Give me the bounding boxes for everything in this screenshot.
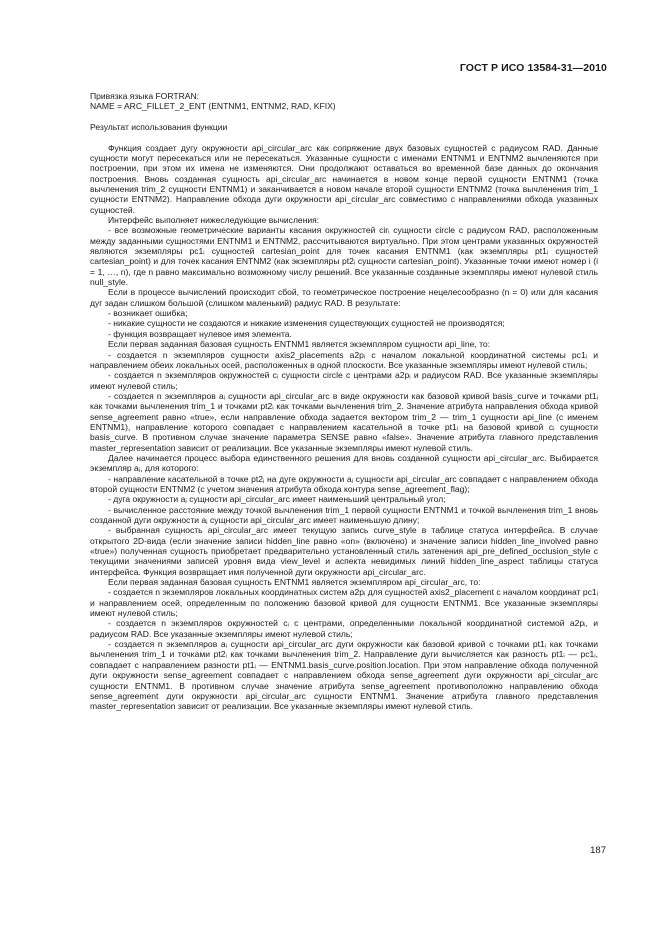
- page-number: 187: [590, 845, 606, 856]
- paragraph: Если в процессе вычислений происходит сбой, то геометрическое построение нецелесообразно (n = 0) или для касания дуг задан слишком большой (слишком маленький) радиус RAD. В результате:: [90, 287, 598, 308]
- paragraph: - направление касательной в точке pt2ⱼ на дуге окружности aⱼ сущности api_circular_arc совпадает с направлением обхода второй сущности ENTNM2 (с учетом значения атрибута обхода контура sense_agreement_flag);: [90, 473, 598, 494]
- paragraph: - вычисленное расстояние между точкой вычленения trim_1 первой сущности ENTNM1 и точкой вычленения trim_1 вновь созданной дуги окружности aⱼ сущности api_circular_arc имеет наименьшую длину;: [90, 504, 598, 525]
- binding-title: Привязка языка FORTRAN:: [90, 91, 199, 101]
- paragraph: - создается n экземпляров aᵢ сущности api_circular_arc дуги окружности как базовой кривой с точками pt1ᵢ как точками вычленения trim_1 и точками pt2ᵢ как точками вычленения trim_2. Направление дуги вычисляется как разность pt1ᵢ — pc1ᵢ, совпадает с направлением разности pt1ᵢ — ENTNM1.basis_curve.position.location. При этом направление обхода полученной дуги окружности sense_agreement совпадает с направлением обхода sense_agreement дуги окружности api_circular_arc сущности ENTNM1. В противном случае значение атрибута sense_agreement противоположно направлению обхода sense_agreement дуги окружности api_circular_arc сущности ENTNM1. Значение атрибута главного представления master_representation зависит от реализации. Все указанные экземпляры имеют нулевой стиль.: [90, 639, 598, 712]
- paragraph: - все возможные геометрические варианты касания окружностей cirᵢ сущности circle с радиусом RAD, расположенным между заданными сущностями ENTNM1 и ENTNM2, рассчитываются виртуально. При этом центрами указанных окружностей являются экземпляры pc1ᵢ сущностей cartesian_point для точек касания ENTNM1 (как экземпляры pt1ᵢ сущностей cartesian_point) и для точек касания ENTNM2 (как экземпляры pt2ᵢ сущности cartesian_point). Указанные точки имеют номер i (i = 1, …, n), где n равно максимально возможному числу решений. Все указанные созданные экземпляры имеют нулевой стиль null_style.: [90, 225, 598, 288]
- paragraph: Если первая заданная базовая сущность ENTNM1 является экземпляром сущности api_line, то:: [108, 339, 491, 350]
- result-title: Результат использования функции: [90, 121, 228, 132]
- paragraph: Далее начинается процесс выбора единственного решения для вновь созданной сущности api_circular_arc. Выбирается экземпляр aⱼ, для которого:: [90, 452, 598, 474]
- paragraph: - создается n экземпляров aᵢ сущности api_circular_arc в виде окружности как базовой кривой basis_curve и точками pt1ᵢ как точками вычленения trim_1 и точками pt2ᵢ как точками вычленения trim_2. Значение атрибута направления обхода кривой sense_agreement равно «true», если направление обхода задается вектором trim_2 — trim_1 сущности api_line (с именем ENTNM1), направление которого совпадает с направлением касательной в точке pt1ᵢ на базовой кривой cᵢ сущности basis_curve. В противном случае значение параметра SENSE равно «false». Значение атрибута главного представления master_representation зависит от реализации. Все указанные экземпляры имеют нулевой стиль.: [90, 390, 598, 453]
- paragraph: - функция возвращает нулевое имя элемента.: [108, 328, 292, 339]
- standard-header: ГОСТ Р ИСО 13584-31—2010: [459, 62, 607, 74]
- paragraph: - создается n экземпляров локальных координатных систем a2pᵢ для сущностей axis2_placement с началом координат pc1ᵢ и направлением осей, определенным по положению базовой кривой для сущности ENTNM1. Все указанные экземпляры имеют нулевой стиль;: [90, 587, 598, 619]
- binding-signature: NAME = ARC_FILLET_2_ENT (ENTNM1, ENTNM2, RAD, KFIX): [90, 101, 336, 112]
- paragraph: - создается n экземпляров окружностей cᵢ с центрами, определенными локальной координатной системой a2pᵢ, и радиусом RAD. Все указанные экземпляры имеют нулевой стиль;: [90, 618, 598, 639]
- paragraph: - никакие сущности не создаются и никакие изменения существующих сущностей не производятся;: [108, 318, 505, 329]
- paragraph: - возникает ошибка;: [108, 308, 188, 319]
- paragraph: Функция создает дугу окружности api_circular_arc как сопряжение двух базовых сущностей с радиусом RAD. Данные сущности могут пересекаться или не пересекаться. Указанные сущности с именами ENTNM1 и ENTNM2 вычленяются при построении, при этом их имена не изменяются. Они продолжают оставаться во временной базе данных до окончания построения. Вновь созданная сущность api_circular_arc начинается в новом конце первой сущности ENTNM1 (точка вычленения trim_2 сущности ENTNM1) и заканчивается в новом начале второй сущности ENTNM2 (точка вычленения trim_1 сущности ENTNM2). Направление обхода дуги окружности api_circular_arc совместимо с направлениями обхода указанных сущностей.: [90, 142, 598, 215]
- paragraph: Если первая заданная базовая сущность ENTNM1 является экземпляром api_circular_arc, то:: [108, 577, 481, 588]
- paragraph: - создается n экземпляров окружностей cᵢ сущности circle с центрами a2pᵢ и радиусом RAD. Все указанные экземпляры имеют нулевой стиль;: [90, 370, 598, 391]
- paragraph: - выбранная сущность api_circular_arc имеет текущую запись curve_style в таблице статуса интерфейса. В случае открытого 2D-вида (если значение записи hidden_line равно «on» (включено) и значение записи hidden_line_involved равно «true») полученная сущность приобретает предварительно установленный стиль затенения api_pre_defined_occlusion_style с текущими значениями записей уровня вида view_level и аспекта невидимых линий hidden_line_aspect таблицы статуса интерфейса. Функция возвращает имя полученной дуги окружности api_circular_arc.: [90, 525, 598, 577]
- paragraph: - создается n экземпляров сущности axis2_placements a2pᵢ с началом локальной координатной системы pc1ᵢ и направлением обеих локальных осей, расположенных в одной плоскости. Все указанные экземпляры имеют нулевой стиль;: [90, 349, 598, 370]
- page-body: [90, 91, 598, 712]
- paragraph: - дуга окружности aⱼ сущности api_circular_arc имеет наименьший центральный угол;: [108, 494, 446, 505]
- paragraph: Интерфейс выполняет нижеследующие вычисления:: [108, 215, 320, 226]
